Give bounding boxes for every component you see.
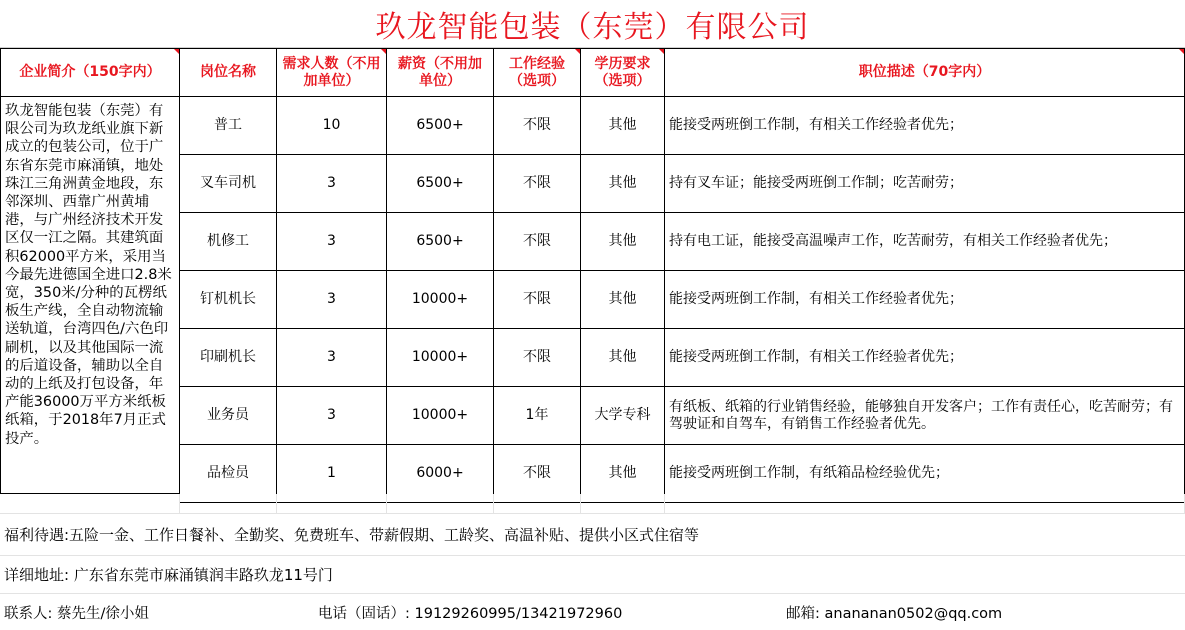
job-description: 持有电工证，能接受高温噪声工作，吃苦耐劳，有相关工作经验者优先；	[665, 213, 1185, 271]
job-salary: 6000+	[387, 445, 494, 503]
empty-cell	[387, 494, 494, 514]
job-count: 3	[277, 387, 387, 445]
header-salary: 薪资（不用加单位）	[387, 49, 494, 97]
company-intro: 玖龙智能包装（东莞）有限公司为玖龙纸业旗下新成立的包装公司，位于广东省东莞市麻涌镇，地处珠江三角洲黄金地段，东邻深圳、西靠广州黄埔港，与广州经济技术开发区仅一江之隔。其建筑面积62000平方米，采用当今最先进德国全进口2.8米宽，350米/分种的瓦楞纸板生产线，全自动物流输送轨道，台湾四色/六色印刷机，以及其他国际一流的后道设备，辅助以全自动的上纸及打包设备，年产能36000万平方米纸板纸箱，于2018年7月正式投产。	[1, 97, 180, 494]
header-count: 需求人数（不用加单位）	[277, 49, 387, 97]
contact-person: 联系人: 蔡先生/徐小姐	[4, 605, 149, 622]
contact-phone: 电话（固话）: 19129260995/13421972960	[318, 605, 623, 622]
job-education: 其他	[581, 155, 665, 213]
job-count: 1	[277, 445, 387, 503]
job-education: 其他	[581, 213, 665, 271]
job-position: 普工	[180, 97, 277, 155]
job-description: 有纸板、纸箱的行业销售经验，能够独自开发客户；工作有责任心，吃苦耐劳；有驾驶证和自驾车，有销售工作经验者优先。	[665, 387, 1185, 445]
header-description: 职位描述（70字内）	[665, 49, 1185, 97]
job-education: 其他	[581, 97, 665, 155]
job-salary: 10000+	[387, 271, 494, 329]
job-experience: 不限	[494, 97, 581, 155]
job-position: 机修工	[180, 213, 277, 271]
empty-cell	[665, 494, 1185, 514]
job-experience: 不限	[494, 271, 581, 329]
job-count: 3	[277, 329, 387, 387]
job-experience: 不限	[494, 445, 581, 503]
empty-cell	[581, 494, 665, 514]
comment-marker	[1179, 49, 1184, 54]
job-count: 3	[277, 155, 387, 213]
comment-marker	[659, 49, 664, 54]
job-description: 能接受两班倒工作制，有纸箱品检经验优先；	[665, 445, 1185, 503]
job-count: 3	[277, 271, 387, 329]
job-salary: 6500+	[387, 213, 494, 271]
job-education: 大学专科	[581, 387, 665, 445]
job-position: 叉车司机	[180, 155, 277, 213]
job-experience: 不限	[494, 213, 581, 271]
job-experience: 不限	[494, 329, 581, 387]
job-position: 印刷机长	[180, 329, 277, 387]
job-description: 能接受两班倒工作制，有相关工作经验者优先；	[665, 97, 1185, 155]
benefits-line: 福利待遇:五险一金、工作日餐补、全勤奖、免费班车、带薪假期、工龄奖、高温补贴、提供小区式住宿等	[0, 514, 1185, 556]
header-education: 学历要求（选项）	[581, 49, 665, 97]
job-position: 品检员	[180, 445, 277, 503]
job-experience: 1年	[494, 387, 581, 445]
comment-marker	[381, 49, 386, 54]
empty-cell	[277, 494, 387, 514]
job-experience: 不限	[494, 155, 581, 213]
comment-marker	[174, 49, 179, 54]
header-experience: 工作经验（选项）	[494, 49, 581, 97]
job-position: 业务员	[180, 387, 277, 445]
job-salary: 6500+	[387, 97, 494, 155]
job-description: 能接受两班倒工作制，有相关工作经验者优先；	[665, 329, 1185, 387]
empty-cell	[0, 494, 180, 514]
job-salary: 6500+	[387, 155, 494, 213]
job-count: 3	[277, 213, 387, 271]
job-salary: 10000+	[387, 387, 494, 445]
job-description: 能接受两班倒工作制，有相关工作经验者优先；	[665, 271, 1185, 329]
empty-cell	[494, 494, 581, 514]
job-education: 其他	[581, 271, 665, 329]
job-description: 持有叉车证；能接受两班倒工作制；吃苦耐劳；	[665, 155, 1185, 213]
job-position: 钉机机长	[180, 271, 277, 329]
contact-email: 邮箱: anananan0502@qq.com	[786, 605, 1003, 622]
job-education: 其他	[581, 329, 665, 387]
job-count: 10	[277, 97, 387, 155]
header-intro: 企业简介（150字内）	[1, 49, 180, 97]
header-position: 岗位名称	[180, 49, 277, 97]
job-salary: 10000+	[387, 329, 494, 387]
address-line: 详细地址: 广东省东莞市麻涌镇润丰路玖龙11号门	[0, 556, 1185, 594]
comment-marker	[575, 49, 580, 54]
empty-cell	[180, 494, 277, 514]
page-title: 玖龙智能包装（东莞）有限公司	[375, 10, 810, 45]
job-education: 其他	[581, 445, 665, 503]
